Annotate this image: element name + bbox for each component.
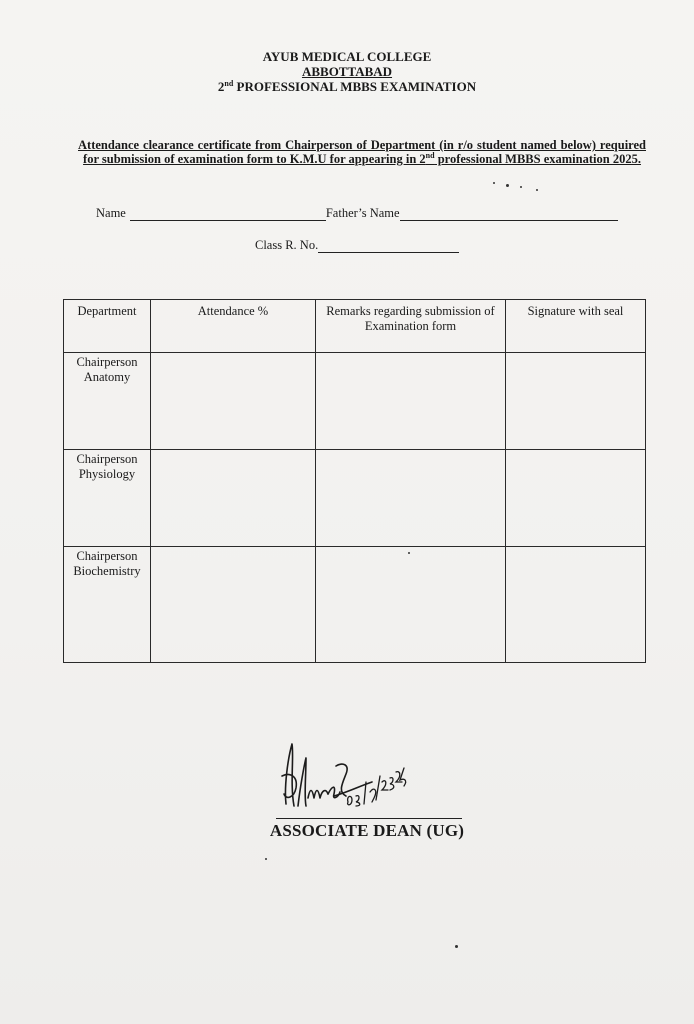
speck: [506, 184, 509, 187]
header-department: Department: [64, 300, 151, 353]
speck: [265, 858, 267, 860]
header-attendance: Attendance %: [151, 300, 316, 353]
speck: [520, 186, 522, 188]
notice-text: [78, 138, 646, 166]
handwritten-signature: [276, 736, 416, 816]
name-label: Name: [96, 206, 126, 220]
dept-physiology: Chairperson Physiology: [64, 450, 151, 547]
speck: [536, 189, 538, 191]
table-row: [64, 450, 646, 547]
name-row: [96, 206, 618, 221]
signatory-title: ASSOCIATE DEAN (UG): [269, 821, 465, 840]
document-header: [0, 49, 694, 94]
exam-title: [0, 79, 694, 94]
table-row: [64, 353, 646, 450]
table-row: [64, 547, 646, 663]
exam-ordinal: nd: [224, 79, 234, 88]
father-name-label: Father’s Name: [325, 206, 400, 220]
remarks-cell[interactable]: [316, 450, 506, 547]
name-field[interactable]: [130, 206, 326, 221]
exam-name: PROFESSIONAL MBBS EXAMINATION: [233, 79, 477, 94]
speck: [455, 945, 458, 948]
header-remarks: Remarks regarding submission of Examination form: [316, 300, 506, 353]
signature-cell[interactable]: [506, 547, 646, 663]
attendance-cell[interactable]: [151, 547, 316, 663]
attendance-cell[interactable]: [151, 450, 316, 547]
roll-number-field[interactable]: [318, 238, 459, 253]
header-signature: Signature with seal: [506, 300, 646, 353]
roll-label: Class R. No.: [255, 238, 319, 252]
college-city: ABBOTTABAD: [301, 64, 393, 79]
speck: [493, 182, 495, 184]
remarks-cell[interactable]: [316, 353, 506, 450]
signature-cell[interactable]: [506, 353, 646, 450]
table-header-row: [64, 300, 646, 353]
college-name: AYUB MEDICAL COLLEGE: [262, 49, 432, 64]
roll-row: [255, 238, 459, 253]
remarks-cell[interactable]: [316, 547, 506, 663]
speck: [408, 552, 410, 554]
dept-anatomy: Chairperson Anatomy: [64, 353, 151, 450]
notice-ordinal: nd: [425, 151, 435, 160]
notice-part2: professional MBBS examination 2025.: [434, 152, 641, 166]
exam-number: 2: [217, 79, 225, 94]
attendance-cell[interactable]: [151, 353, 316, 450]
signature-cell[interactable]: [506, 450, 646, 547]
signature-line: [276, 818, 462, 819]
dept-biochemistry: Chairperson Biochemistry: [64, 547, 151, 663]
father-name-field[interactable]: [400, 206, 618, 221]
clearance-table: [63, 299, 646, 663]
notice-part1: Attendance clearance certificate from Chairperson of Department (in r/o student named below) required for submission of examination form to K.M.U for appearing in 2: [78, 138, 646, 166]
